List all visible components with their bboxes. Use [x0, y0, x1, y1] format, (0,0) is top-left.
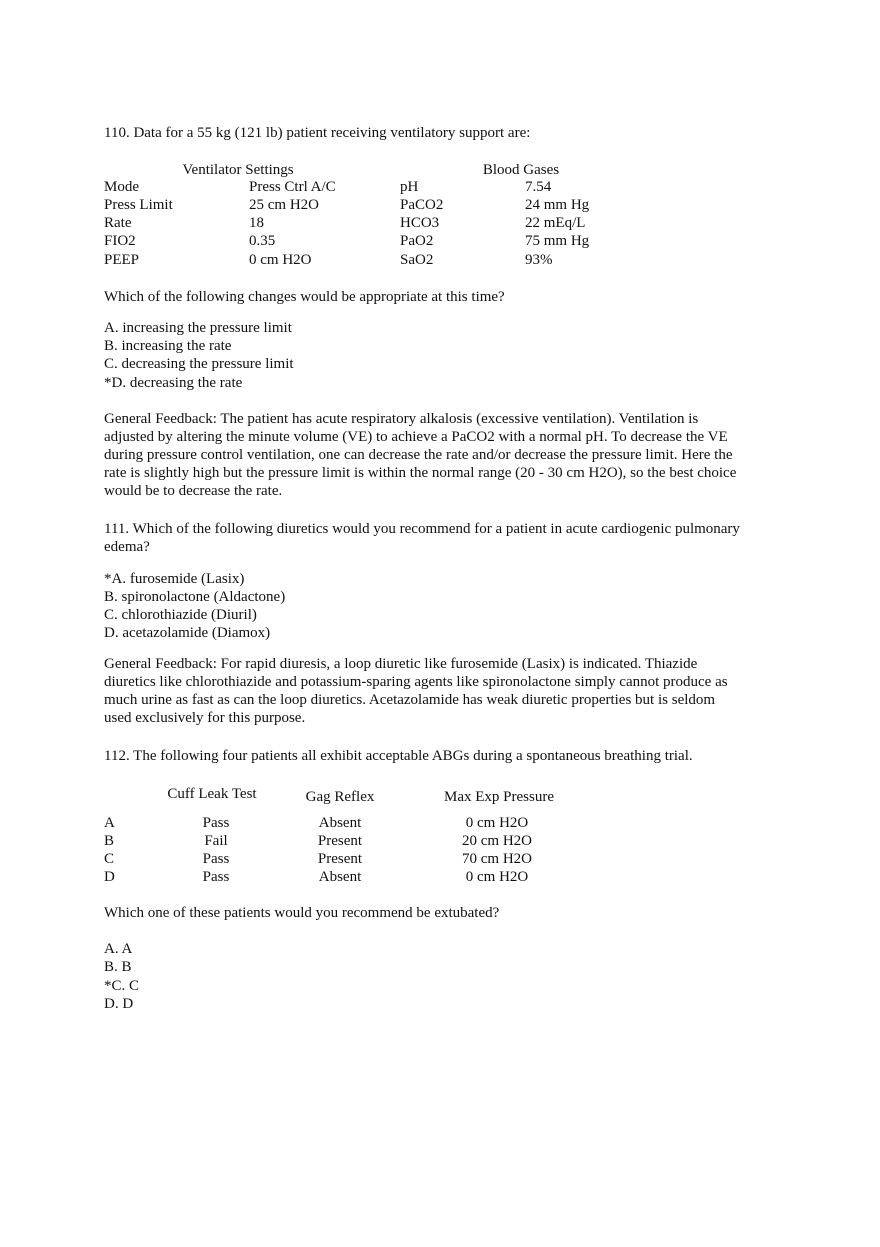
answer-option: B. spironolactone (Aldactone) [104, 589, 286, 605]
vent-setting-label: Mode [104, 179, 139, 195]
question-112-prompt: Which one of these patients would you recommend be extubated? [104, 905, 500, 921]
max-exp-pressure-value: 0 cm H2O [465, 815, 529, 831]
blood-gas-value: 22 mEq/L [525, 215, 586, 231]
answer-option: *D. decreasing the rate [104, 375, 243, 391]
vent-setting-value: 0.35 [249, 233, 276, 249]
col-header-gag-reflex: Gag Reflex [305, 789, 375, 805]
vent-setting-label: Rate [104, 215, 132, 231]
gag-reflex-value: Absent [318, 869, 362, 885]
question-110-prompt: Which of the following changes would be appropriate at this time? [104, 289, 505, 305]
blood-gas-label: SaO2 [400, 252, 434, 268]
col-header-max-exp-pressure: Max Exp Pressure [444, 789, 554, 805]
max-exp-pressure-value: 0 cm H2O [465, 869, 529, 885]
blood-gas-label: HCO3 [400, 215, 440, 231]
answer-option: A. increasing the pressure limit [104, 320, 292, 336]
vent-setting-value: 0 cm H2O [249, 252, 312, 268]
vent-setting-value: Press Ctrl A/C [249, 179, 336, 195]
col-header-cuff-leak: Cuff Leak Test [167, 786, 257, 802]
answer-option: *A. furosemide (Lasix) [104, 571, 245, 587]
question-112-stem: 112. The following four patients all exhibit acceptable ABGs during a spontaneous breathing trial. [104, 748, 693, 764]
blood-gas-value: 7.54 [525, 179, 552, 195]
vent-setting-label: PEEP [104, 252, 140, 268]
vent-setting-label: Press Limit [104, 197, 173, 213]
cuff-leak-value: Pass [202, 869, 230, 885]
vent-setting-value: 25 cm H2O [249, 197, 319, 213]
blood-gas-value: 24 mm Hg [525, 197, 590, 213]
question-110-stem: 110. Data for a 55 kg (121 lb) patient receiving ventilatory support are: [104, 125, 531, 141]
answer-option: C. decreasing the pressure limit [104, 356, 294, 372]
feedback-line: adjusted by altering the minute volume (VE) to achieve a PaCO2 with a normal pH. To decrease the VE [104, 429, 728, 445]
patient-label: B [104, 833, 115, 849]
feedback-line: used exclusively for this purpose. [104, 710, 306, 726]
answer-option: A. A [104, 941, 133, 957]
patient-label: A [104, 815, 115, 831]
vent-setting-label: FIO2 [104, 233, 136, 249]
max-exp-pressure-value: 20 cm H2O [462, 833, 532, 849]
blood-gases-header: Blood Gases [482, 162, 560, 178]
answer-option: *C. C [104, 978, 140, 994]
answer-option: D. D [104, 996, 134, 1012]
blood-gas-label: PaCO2 [400, 197, 444, 213]
cuff-leak-value: Pass [202, 815, 230, 831]
question-111-stem: 111. Which of the following diuretics would you recommend for a patient in acute cardiogenic pulmonary [104, 521, 740, 537]
max-exp-pressure-value: 70 cm H2O [462, 851, 532, 867]
ventilator-settings-header: Ventilator Settings [182, 162, 294, 178]
feedback-line: diuretics like chlorothiazide and potassium-sparing agents like spironolactone simply cannot produce as [104, 674, 728, 690]
gag-reflex-value: Present [317, 851, 363, 867]
blood-gas-value: 93% [525, 252, 553, 268]
vent-setting-value: 18 [249, 215, 264, 231]
blood-gas-value: 75 mm Hg [525, 233, 590, 249]
feedback-line: much urine as fast as can the loop diuretics. Acetazolamide has weak diuretic properties but is seldom [104, 692, 716, 708]
cuff-leak-value: Fail [204, 833, 228, 849]
answer-option: D. acetazolamide (Diamox) [104, 625, 271, 641]
answer-option: B. B [104, 959, 132, 975]
answer-option: C. chlorothiazide (Diuril) [104, 607, 257, 623]
question-111-stem: edema? [104, 539, 150, 555]
feedback-line: General Feedback: The patient has acute respiratory alkalosis (excessive ventilation). Ventilation is [104, 411, 699, 427]
cuff-leak-value: Pass [202, 851, 230, 867]
blood-gas-label: PaO2 [400, 233, 434, 249]
feedback-line: General Feedback: For rapid diuresis, a loop diuretic like furosemide (Lasix) is indicated. Thiazide [104, 656, 698, 672]
feedback-line: rate is slightly high but the pressure limit is within the normal range (20 - 30 cm H2O), so the best choice [104, 465, 737, 481]
blood-gas-label: pH [400, 179, 419, 195]
answer-option: B. increasing the rate [104, 338, 232, 354]
feedback-line: during pressure control ventilation, one can decrease the rate and/or decrease the pressure limit. Here the [104, 447, 733, 463]
patient-label: D [104, 869, 115, 885]
gag-reflex-value: Present [317, 833, 363, 849]
feedback-line: would be to decrease the rate. [104, 483, 283, 499]
patient-label: C [104, 851, 115, 867]
gag-reflex-value: Absent [318, 815, 362, 831]
